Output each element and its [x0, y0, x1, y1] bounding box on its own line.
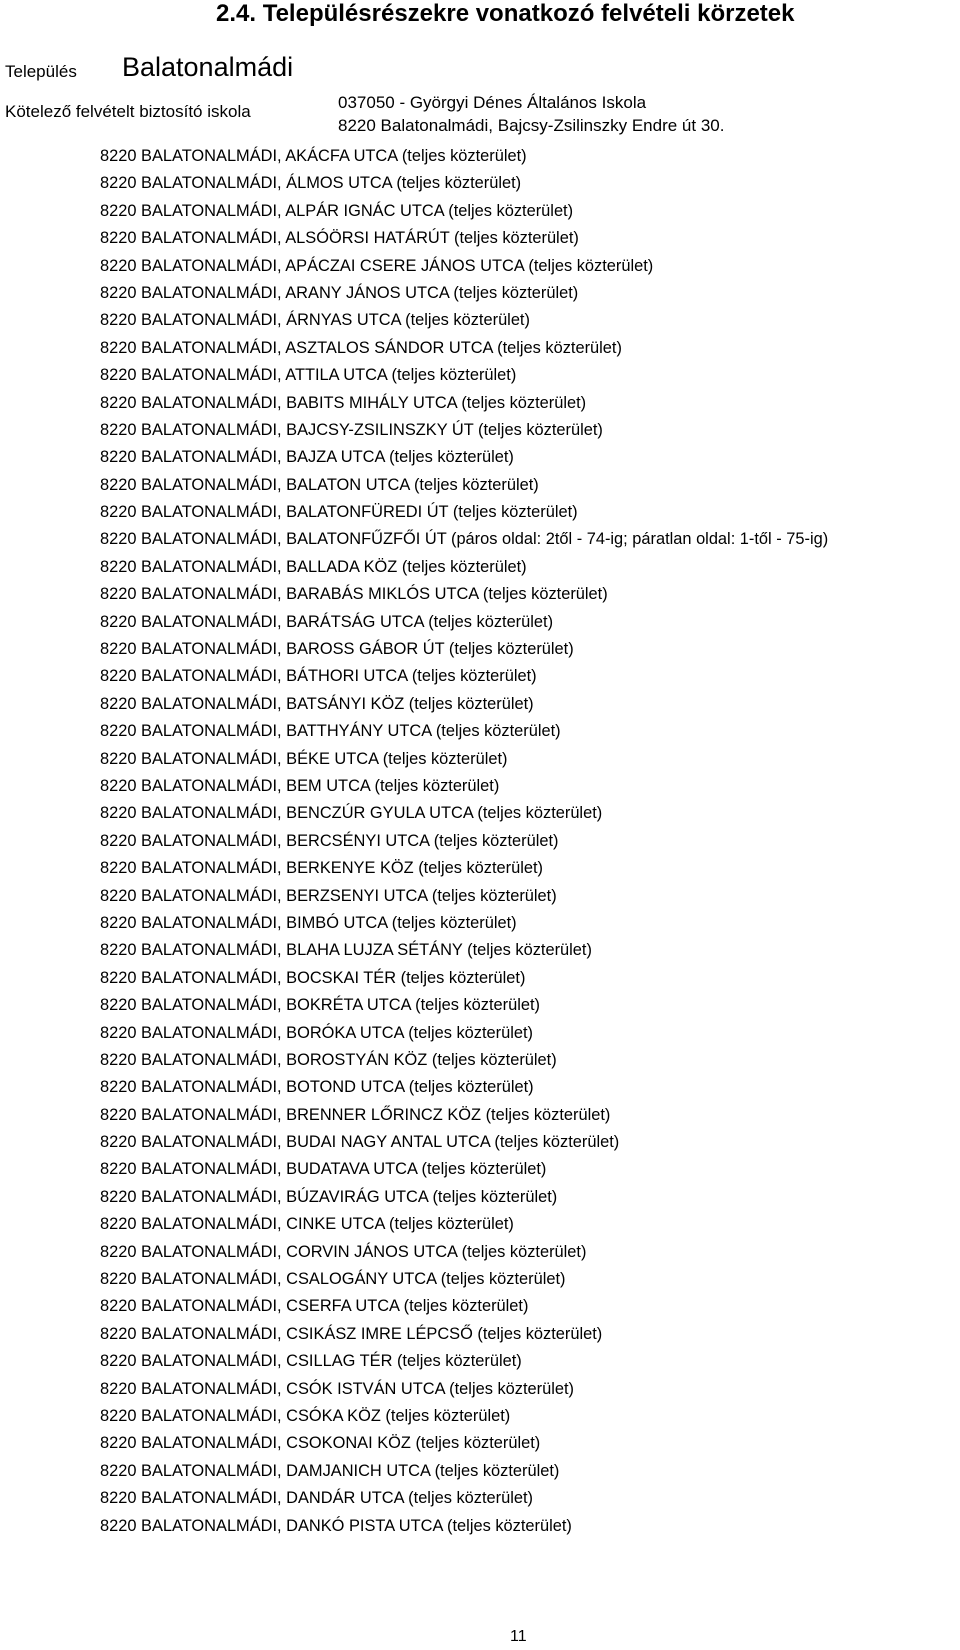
- street-list-item: 8220 BALATONALMÁDI, BUDATAVA UTCA (teljes közterület): [100, 1160, 547, 1179]
- section-title: 2.4. Településrészekre vonatkozó felvételi körzetek: [216, 0, 795, 27]
- telepules-value: Balatonalmádi: [122, 52, 294, 82]
- street-list-item: 8220 BALATONALMÁDI, BATSÁNYI KÖZ (teljes közterület): [100, 694, 534, 713]
- street-list-item: 8220 BALATONALMÁDI, BENCZÚR GYULA UTCA (teljes közterület): [100, 804, 603, 823]
- street-list-item: 8220 BALATONALMÁDI, BOKRÉTA UTCA (teljes közterület): [100, 996, 540, 1015]
- street-list-item: 8220 BALATONALMÁDI, BORÓKA UTCA (teljes közterület): [100, 1023, 533, 1042]
- street-list-item: 8220 BALATONALMÁDI, APÁCZAI CSERE JÁNOS UTCA (teljes közterület): [100, 256, 654, 275]
- street-list-item: 8220 BALATONALMÁDI, BALATON UTCA (teljes közterület): [100, 475, 539, 494]
- street-list-item: 8220 BALATONALMÁDI, CSOKONAI KÖZ (teljes közterület): [100, 1434, 541, 1453]
- street-list-item: 8220 BALATONALMÁDI, ÁRNYAS UTCA (teljes közterület): [100, 311, 530, 330]
- street-list-item: 8220 BALATONALMÁDI, BÚZAVIRÁG UTCA (teljes közterület): [100, 1187, 558, 1206]
- street-list-item: 8220 BALATONALMÁDI, ALPÁR IGNÁC UTCA (teljes közterület): [100, 201, 574, 220]
- street-list-item: 8220 BALATONALMÁDI, AKÁCFA UTCA (teljes közterület): [100, 147, 527, 165]
- street-list-item: 8220 BALATONALMÁDI, BABITS MIHÁLY UTCA (teljes közterület): [100, 393, 587, 412]
- street-list-item: 8220 BALATONALMÁDI, BALATONFÜREDI ÚT (teljes közterület): [100, 503, 578, 522]
- street-list-item: 8220 BALATONALMÁDI, BARABÁS MIKLÓS UTCA (teljes közterület): [100, 585, 608, 604]
- street-list-item: 8220 BALATONALMÁDI, BOCSKAI TÉR (teljes közterület): [100, 968, 526, 987]
- telepules-label: Település: [5, 62, 77, 81]
- street-list-item: 8220 BALATONALMÁDI, CSÓK ISTVÁN UTCA (teljes közterület): [100, 1379, 574, 1398]
- street-list-item: 8220 BALATONALMÁDI, DANKÓ PISTA UTCA (teljes közterület): [100, 1516, 572, 1535]
- street-list-item: 8220 BALATONALMÁDI, CSIKÁSZ IMRE LÉPCSŐ (teljes közterület): [100, 1324, 603, 1343]
- street-list-item: 8220 BALATONALMÁDI, BÉKE UTCA (teljes közterület): [100, 749, 508, 768]
- iskola-address: 8220 Balatonalmádi, Bajcsy-Zsilinszky Endre út 30.: [338, 116, 725, 135]
- street-list-item: 8220 BALATONALMÁDI, ASZTALOS SÁNDOR UTCA (teljes közterület): [100, 338, 622, 357]
- street-list-item: 8220 BALATONALMÁDI, CINKE UTCA (teljes közterület): [100, 1215, 514, 1234]
- street-list-item: 8220 BALATONALMÁDI, ALSÓÖRSI HATÁRÚT (teljes közterület): [100, 229, 579, 248]
- street-list-item: 8220 BALATONALMÁDI, BUDAI NAGY ANTAL UTCA (teljes közterület): [100, 1133, 620, 1152]
- street-list-item: 8220 BALATONALMÁDI, BOROSTYÁN KÖZ (teljes közterület): [100, 1050, 557, 1069]
- street-list-item: 8220 BALATONALMÁDI, CSALOGÁNY UTCA (teljes közterület): [100, 1270, 566, 1289]
- street-list-item: 8220 BALATONALMÁDI, BAJCSY-ZSILINSZKY ÚT (teljes közterület): [100, 420, 603, 439]
- street-list-item: 8220 BALATONALMÁDI, BERKENYE KÖZ (teljes közterület): [100, 859, 544, 878]
- street-list: [100, 145, 828, 1542]
- street-list-item: 8220 BALATONALMÁDI, BERZSENYI UTCA (teljes közterület): [100, 886, 557, 905]
- street-list-item: 8220 BALATONALMÁDI, BAJZA UTCA (teljes közterület): [100, 448, 514, 467]
- street-list-item: 8220 BALATONALMÁDI, DANDÁR UTCA (teljes közterület): [100, 1489, 533, 1508]
- street-list-item: 8220 BALATONALMÁDI, CSERFA UTCA (teljes közterület): [100, 1297, 529, 1316]
- street-list-item: 8220 BALATONALMÁDI, BATTHYÁNY UTCA (teljes közterület): [100, 722, 561, 741]
- street-list-item: 8220 BALATONALMÁDI, ATTILA UTCA (teljes közterület): [100, 366, 517, 385]
- iskola-name: 037050 - Györgyi Dénes Általános Iskola: [338, 93, 647, 112]
- iskola-label: Kötelező felvételt biztosító iskola: [5, 102, 251, 121]
- street-list-item: 8220 BALATONALMÁDI, BRENNER LŐRINCZ KÖZ (teljes közterület): [100, 1105, 611, 1124]
- street-list-item: 8220 BALATONALMÁDI, BERCSÉNYI UTCA (teljes közterület): [100, 831, 559, 850]
- street-list-item: 8220 BALATONALMÁDI, CSÓKA KÖZ (teljes közterület): [100, 1406, 511, 1425]
- street-list-item: 8220 BALATONALMÁDI, ÁLMOS UTCA (teljes közterület): [100, 174, 522, 193]
- street-list-item: 8220 BALATONALMÁDI, BALATONFŰZFŐI ÚT (páros oldal: 2től - 74-ig; páratlan oldal: 1-től - 75-ig): [100, 530, 829, 549]
- street-list-item: 8220 BALATONALMÁDI, DAMJANICH UTCA (teljes közterület): [100, 1461, 560, 1480]
- street-list-item: 8220 BALATONALMÁDI, CORVIN JÁNOS UTCA (teljes közterület): [100, 1242, 587, 1261]
- street-list-item: 8220 BALATONALMÁDI, ARANY JÁNOS UTCA (teljes közterület): [100, 283, 579, 302]
- street-list-item: 8220 BALATONALMÁDI, BLAHA LUJZA SÉTÁNY (teljes közterület): [100, 941, 592, 960]
- street-list-item: 8220 BALATONALMÁDI, BOTOND UTCA (teljes közterület): [100, 1078, 534, 1097]
- street-list-item: 8220 BALATONALMÁDI, BIMBÓ UTCA (teljes közterület): [100, 913, 517, 932]
- street-list-item: 8220 BALATONALMÁDI, BAROSS GÁBOR ÚT (teljes közterület): [100, 640, 574, 659]
- street-list-item: 8220 BALATONALMÁDI, BÁTHORI UTCA (teljes közterület): [100, 667, 537, 686]
- street-list-item: 8220 BALATONALMÁDI, CSILLAG TÉR (teljes közterület): [100, 1352, 522, 1371]
- street-list-item: 8220 BALATONALMÁDI, BEM UTCA (teljes közterület): [100, 776, 500, 795]
- page-number: 11: [510, 1628, 527, 1645]
- street-list-item: 8220 BALATONALMÁDI, BARÁTSÁG UTCA (teljes közterület): [100, 612, 554, 631]
- street-list-item: 8220 BALATONALMÁDI, BALLADA KÖZ (teljes közterület): [100, 557, 527, 576]
